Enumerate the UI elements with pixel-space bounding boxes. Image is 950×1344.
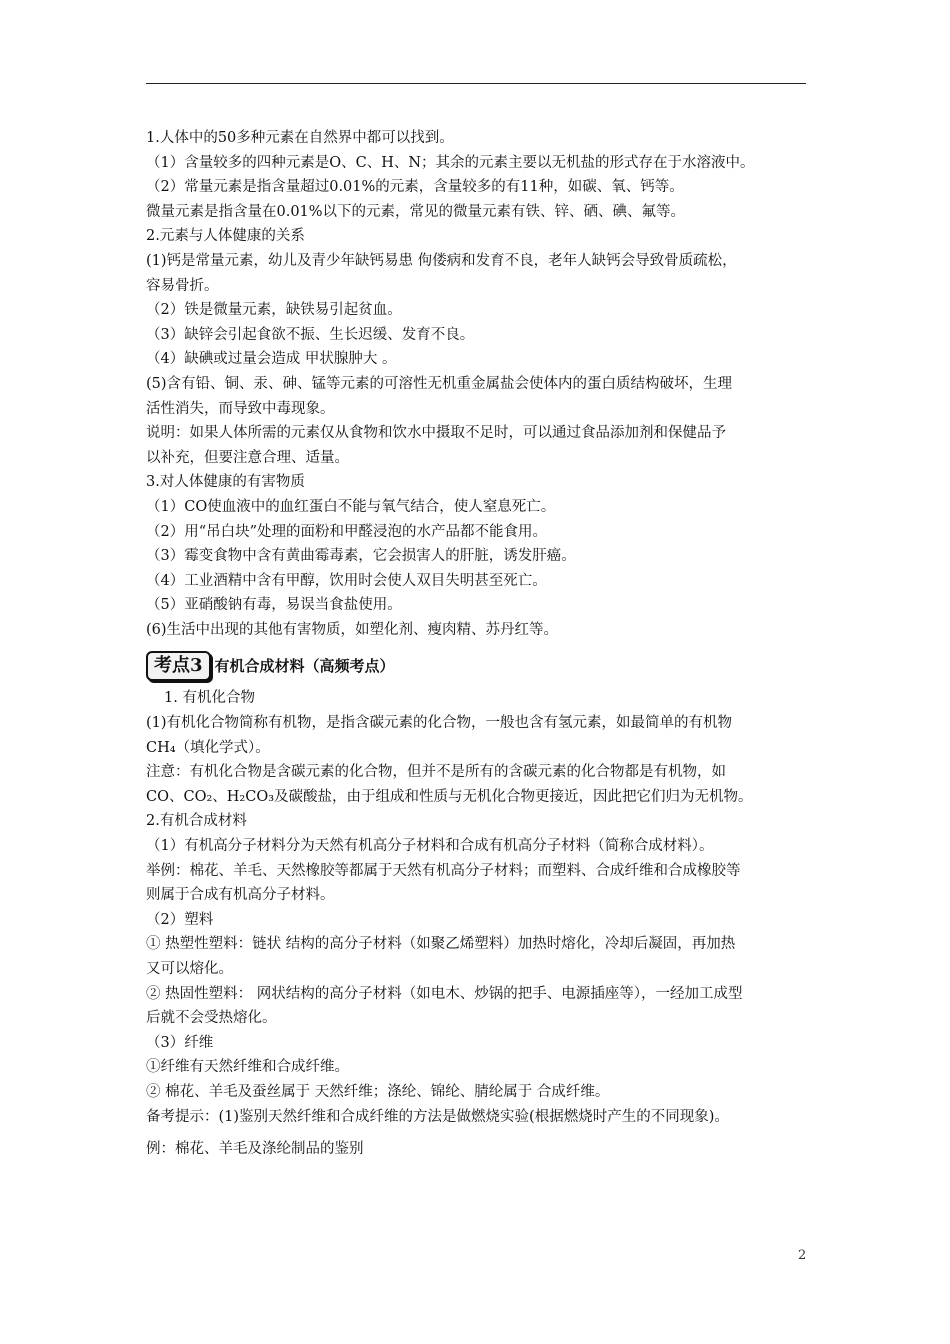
page-number: 2 (798, 1248, 807, 1263)
text-line: 3.对人体健康的有害物质 (146, 474, 305, 491)
text-line: 活性消失，而导致中毒现象。 (146, 400, 335, 417)
text-line: （2）塑料 (146, 911, 214, 928)
text-line: ①纤维有天然纤维和合成纤维。 (146, 1059, 349, 1076)
text-line: ① 热塑性塑料：链状 结构的高分子材料（如聚乙烯塑料）加热时熔化，冷却后凝固，再加热 (146, 936, 736, 953)
text-line: （2）用“吊白块”处理的面粉和甲醛浸泡的水产品都不能食用。 (146, 523, 548, 540)
text-line: （3）纤维 (146, 1034, 214, 1051)
text-line: （2）常量元素是指含量超过0.01%的元素，含量较多的有11种，如碳、氧、钙等。 (146, 179, 684, 196)
text-line: ② 棉花、羊毛及蚕丝属于 天然纤维；涤纶、锦纶、腈纶属于 合成纤维。 (146, 1083, 610, 1100)
text-line: 1.人体中的50多种元素在自然界中都可以找到。 (146, 130, 454, 146)
text-line: （1）CO使血液中的血红蛋白不能与氧气结合，使人窒息死亡。 (146, 498, 556, 515)
text-line: （4）缺碘或过量会造成 甲状腺肿大 。 (146, 351, 397, 368)
kaodian-badge: 考点3 (146, 651, 211, 681)
document-body (146, 126, 816, 1162)
text-line: （3）霉变食物中含有黄曲霉毒素，它会损害人的肝脏，诱发肝癌。 (146, 548, 576, 565)
header-rule (146, 83, 806, 84)
text-line: (5)含有铅、铜、汞、砷、锰等元素的可溶性无机重金属盐会使体内的蛋白质结构破坏，生理 (146, 375, 733, 392)
text-line: （1）有机高分子材料分为天然有机高分子材料和合成有机高分子材料（简称合成材料）。 (146, 838, 714, 855)
text-line: ② 热固性塑料： 网状结构的高分子材料（如电木、炒锅的把手、电源插座等），一经加工成型 (146, 985, 743, 1002)
text-line: (1)钙是常量元素，幼儿及青少年缺钙易患 佝偻病和发育不良，老年人缺钙会导致骨质疏松， (146, 252, 737, 269)
section-title: 有机合成材料（高频考点） (214, 657, 395, 676)
text-line: 举例：棉花、羊毛、天然橡胶等都属于天然有机高分子材料；而塑料、合成纤维和合成橡胶等 (146, 862, 741, 879)
text-line: （4）工业酒精中含有甲醇，饮用时会使人双目失明甚至死亡。 (146, 572, 547, 589)
text-line: （5）亚硝酸钠有毒，易误当食盐使用。 (146, 597, 402, 614)
text-line: 后就不会受热熔化。 (146, 1010, 277, 1027)
text-line: CO、CO₂、H₂CO₃及碳酸盐，由于组成和性质与无机化合物更接近，因此把它们归为无机物。 (146, 788, 753, 805)
text-line: 说明：如果人体所需的元素仅从食物和饮水中摄取不足时，可以通过食品添加剂和保健品予 (146, 425, 726, 442)
text-line: 备考提示：(1)鉴别天然纤维和合成纤维的方法是做燃烧实验(根据燃烧时产生的不同现象)。 (146, 1108, 729, 1125)
text-line: 又可以熔化。 (146, 961, 233, 977)
text-line: 注意：有机化合物是含碳元素的化合物，但并不是所有的含碳元素的化合物都是有机物，如 (146, 764, 726, 781)
text-line: 则属于合成有机高分子材料。 (146, 887, 335, 904)
text-line: 以补充，但要注意合理、适量。 (146, 449, 349, 466)
text-line: 容易骨折。 (146, 277, 219, 294)
text-line: （2）铁是微量元素，缺铁易引起贫血。 (146, 302, 402, 319)
section-heading (146, 646, 816, 686)
text-line: 例：棉花、羊毛及涤纶制品的鉴别 (146, 1141, 364, 1158)
text-line: (6)生活中出现的其他有害物质，如塑化剂、瘦肉精、苏丹红等。 (146, 621, 559, 638)
text-line: CH₄（填化学式）。 (146, 739, 270, 756)
text-line: 2.元素与人体健康的关系 (146, 228, 305, 245)
subsection-title: 1. 有机化合物 (164, 690, 255, 707)
text-line: 2.有机合成材料 (146, 813, 247, 830)
text-line: （3）缺锌会引起食欲不振、生长迟缓、发育不良。 (146, 326, 475, 343)
text-line: （1）含量较多的四种元素是O、C、H、N；其余的元素主要以无机盐的形式存在于水溶液中。 (146, 154, 755, 171)
text-line: (1)有机化合物简称有机物，是指含碳元素的化合物，一般也含有氢元素，如最简单的有机物 (146, 715, 733, 732)
text-line: 微量元素是指含量在0.01%以下的元素，常见的微量元素有铁、锌、硒、碘、氟等。 (146, 203, 686, 220)
